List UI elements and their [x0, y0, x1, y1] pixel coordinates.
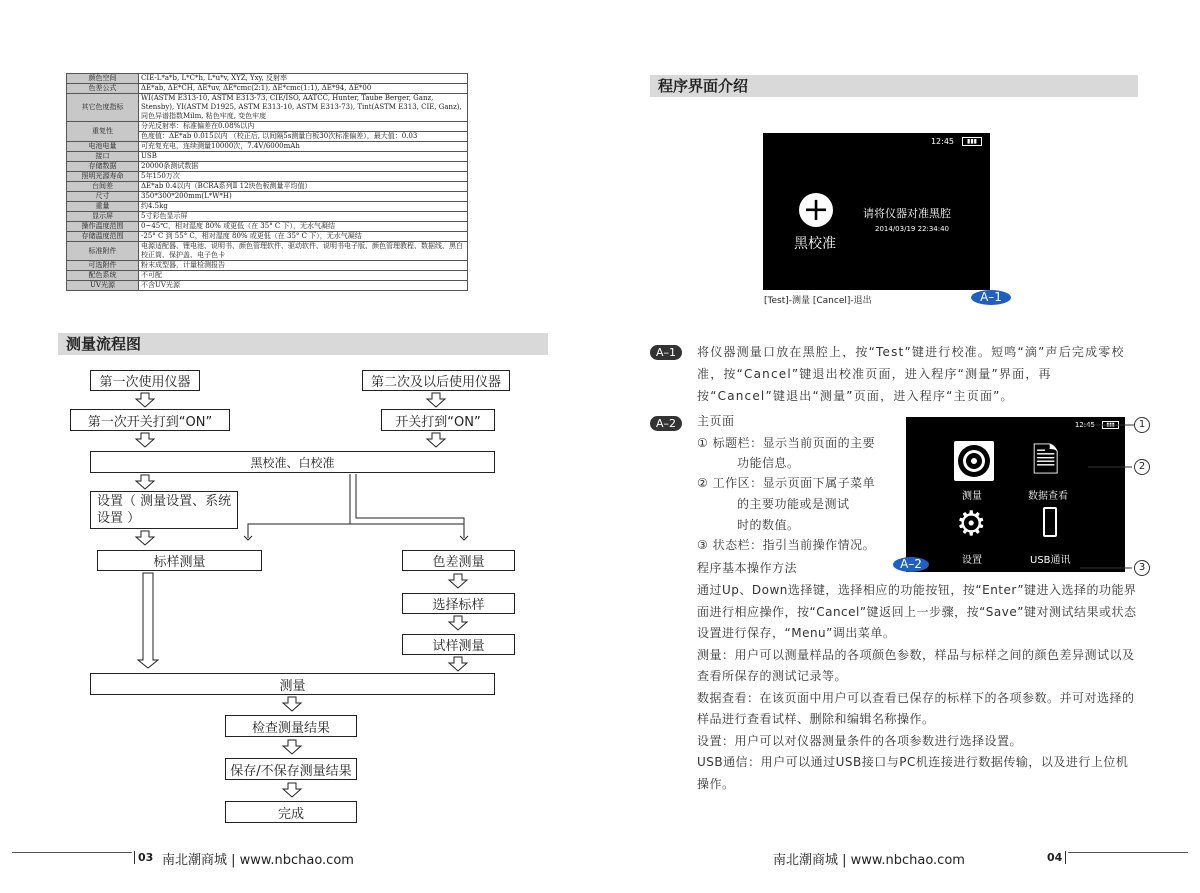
spec-value: 约4.5kg [139, 202, 468, 212]
spec-key: 颜色空间 [67, 74, 139, 84]
battery-icon: ▮▮▮ [962, 137, 982, 146]
flow-first-use: 第一次使用仪器 [90, 370, 200, 391]
spec-key: 标准附件 [67, 242, 139, 261]
screen-message: 请将仪器对准黑腔 [863, 207, 951, 220]
settings-gear-icon[interactable]: ⚙ [956, 504, 987, 544]
ops-title: 程序基本操作方法 [697, 561, 798, 575]
footer-rule-left [12, 852, 132, 853]
page-number-left: 03 [134, 851, 153, 864]
menu-measure[interactable]: 测量 [962, 491, 982, 502]
a2-item-1: ① 标题栏：显示当前页面的主要 [697, 436, 876, 450]
ops-paragraph: 通过Up、Down选择键，选择相应的功能按钮，按“Enter”键进入选择的功能界面进行相应操作，按“Cancel”键返回上一步骤，按“Save”键对测试结果或状态设置进行保存，“Menu”调出菜单。 [697, 583, 1137, 640]
footer-rule-right [1068, 852, 1188, 853]
screen-label: 黑校准 [794, 236, 836, 252]
ops-body [697, 580, 1139, 795]
badge-a2-text: A–2 [650, 416, 682, 431]
spec-key: 配色系统 [67, 271, 139, 281]
usb-icon[interactable] [1043, 507, 1057, 537]
spec-key: 可选附件 [67, 261, 139, 271]
flow-on: 开关打到“ON” [381, 409, 495, 431]
spec-value: 可充复充电，连续测量10000次，7.4V/6000mAh [139, 142, 468, 152]
a2-item-2: ② 工作区：显示页面下属子菜单 [697, 476, 876, 490]
battery-icon: ▮▮▮ [1102, 421, 1119, 429]
menu-data-view[interactable]: 数据查看 [1028, 491, 1068, 502]
spec-key: 尺寸 [67, 192, 139, 202]
spec-value: CIE-L*a*b, L*C*h, L*u*v, XYZ, Yxy, 反射率 [139, 74, 468, 84]
flow-second-use: 第二次及以后使用仪器 [362, 370, 510, 391]
spec-value: 350*300*200mm(L*W*H) [139, 192, 468, 202]
flow-sample-measure: 试样测量 [402, 634, 515, 655]
spec-value: 电源适配器、锂电池、说明书、颜色管理软件、驱动软件、说明书电子版、颜色管理教程、数据线、黑白校正筒、保护盖、电子色卡 [139, 242, 468, 261]
spec-value: 5寸彩色显示屏 [139, 212, 468, 222]
spec-value: 粉末成型器，计量检测报告 [139, 261, 468, 271]
footer-site-left: 南北潮商城 | www.nbchao.com [162, 853, 354, 868]
a2-item-1b: 功能信息。 [737, 456, 800, 470]
spec-key: 重量 [67, 202, 139, 212]
spec-key: 操作温度范围 [67, 222, 139, 232]
spec-value: 5年150万次 [139, 172, 468, 182]
screen-time: 12:45 [930, 137, 954, 146]
spec-value: 分光反射率：标准偏差在0.08%以内 [139, 122, 468, 132]
flow-select-standard: 选择标样 [402, 593, 515, 614]
spec-key: 重复性 [67, 122, 139, 142]
ops-paragraph: USB通信：用户可以通过USB接口与PC机连接进行数据传输，以及进行上位机操作。 [697, 755, 1129, 791]
a2-item-3: ③ 状态栏：指引当前操作情况。 [697, 538, 876, 552]
spec-value: ΔE*ab 0.4以内（BCRA系列Ⅱ 12块色板测量平均值） [139, 182, 468, 192]
callout-2: 2 [1134, 459, 1150, 475]
ops-paragraph: 测量：用户可以测量样品的各项颜色参数，样品与标样之间的颜色差异测试以及查看所保存的测试记录等。 [697, 647, 1135, 683]
spec-key: 电池电量 [67, 142, 139, 152]
spec-value: 20000条测试数据 [139, 162, 468, 172]
spec-value: WI(ASTM E313-10, ASTM E313-73, CIE/ISO, AATCC, Hunter, Taube Berger, Ganz, Stensby), YI(ASTM D1925, ASTM E313-10, ASTM E313-73), Tint(ASTM E313, CIE, Ganz), 同色异谱指数Milm, 粘色牢度, 变色牢度 [139, 94, 468, 122]
section-title-flowchart: 测量流程图 [58, 333, 548, 355]
spec-value: 色度值：ΔE*ab 0.015以内 （校正后, 以间隔5s测量白板30次标准偏差），最大值：0.03 [139, 132, 468, 142]
ops-paragraph: 数据查看：在该页面中用户可以查看已保存的标样下的各项参数。并可对选择的样品进行查看试样、删除和编辑名称操作。 [697, 690, 1135, 726]
spec-value: 0~45℃，相对湿度 80% 或更低（在 35° C 下），无水气凝结 [139, 222, 468, 232]
screen-black-calibration [763, 133, 990, 290]
spec-key: 存储数据 [67, 162, 139, 172]
flow-standard-measure: 标样测量 [97, 550, 262, 571]
spec-value: 不含UV光源 [139, 281, 468, 291]
plus-icon: + [799, 193, 833, 227]
spec-value: USB [139, 152, 468, 162]
callout-lines [1080, 418, 1140, 578]
ops-paragraph: 设置：用户可以对仪器测量条件的各项参数进行选择设置。 [697, 733, 1023, 748]
spec-key: 台间差 [67, 182, 139, 192]
data-view-icon[interactable]: 🗎 [1032, 441, 1060, 481]
a2-item-2c: 时的数值。 [737, 518, 800, 532]
badge-a1: A–1 [971, 290, 1011, 305]
spec-key: 存储温度范围 [67, 232, 139, 242]
spec-key: 显示屏 [67, 212, 139, 222]
measure-target-icon[interactable] [954, 441, 994, 481]
screen2-time: 12:45 [1074, 421, 1095, 429]
screen1-caption: [Test]-测量 [Cancel]-退出 [764, 296, 872, 306]
spec-value: 不可配 [139, 271, 468, 281]
spec-key: 照明光源寿命 [67, 172, 139, 182]
a2-title: 主页面 [697, 414, 735, 428]
spec-key: 色差公式 [67, 84, 139, 94]
badge-a2: A–2 [893, 557, 929, 572]
spec-value: ΔE*ab, ΔE*CH, ΔE*uv, ΔE*cmc(2:1), ΔE*cmc(1:1), ΔE*94, ΔE*00 [139, 84, 468, 94]
page-number-right: 04 [1047, 851, 1066, 864]
a1-description: 将仪器测量口放在黑腔上，按“Test”键进行校准。短鸣“滴”声后完成零校准，按“Cancel”键退出校准页面，进入程序“测量”界面，再按“Cancel”键退出“测量”页面，进入程序“主页面”。 [697, 345, 1125, 403]
spec-key: 接口 [67, 152, 139, 162]
flow-measure: 测量 [90, 673, 495, 695]
flow-calibration: 黑校准、白校准 [90, 451, 495, 473]
flow-first-on: 第一次开关打到“ON” [70, 409, 230, 431]
spec-key: UV光源 [67, 281, 139, 291]
callout-3: 3 [1134, 560, 1150, 576]
section-title-ui: 程序界面介绍 [650, 75, 1138, 97]
flow-done: 完成 [225, 801, 357, 823]
screen-datetime: 2014/03/19 22:34:40 [875, 225, 950, 233]
callout-1: 1 [1134, 417, 1150, 433]
menu-usb[interactable]: USB通讯 [1030, 555, 1071, 566]
footer-site-right: 南北潮商城 | www.nbchao.com [773, 853, 965, 868]
spec-value: -25° C 到 55° C，相对湿度 80% 或更低（在 35° C 下），无水气凝结 [139, 232, 468, 242]
a2-item-2b: 的主要功能或是测试 [737, 497, 850, 511]
flow-save-result: 保存/不保存测量结果 [225, 758, 357, 780]
badge-a1-text: A–1 [650, 345, 682, 360]
menu-settings[interactable]: 设置 [962, 555, 982, 566]
flow-check-result: 检查测量结果 [225, 715, 357, 737]
spec-key: 其它色度指标 [67, 94, 139, 122]
flow-settings: 设置（ 测量设置、系统设置 ） [90, 491, 238, 529]
flow-difference-measure: 色差测量 [402, 550, 515, 571]
